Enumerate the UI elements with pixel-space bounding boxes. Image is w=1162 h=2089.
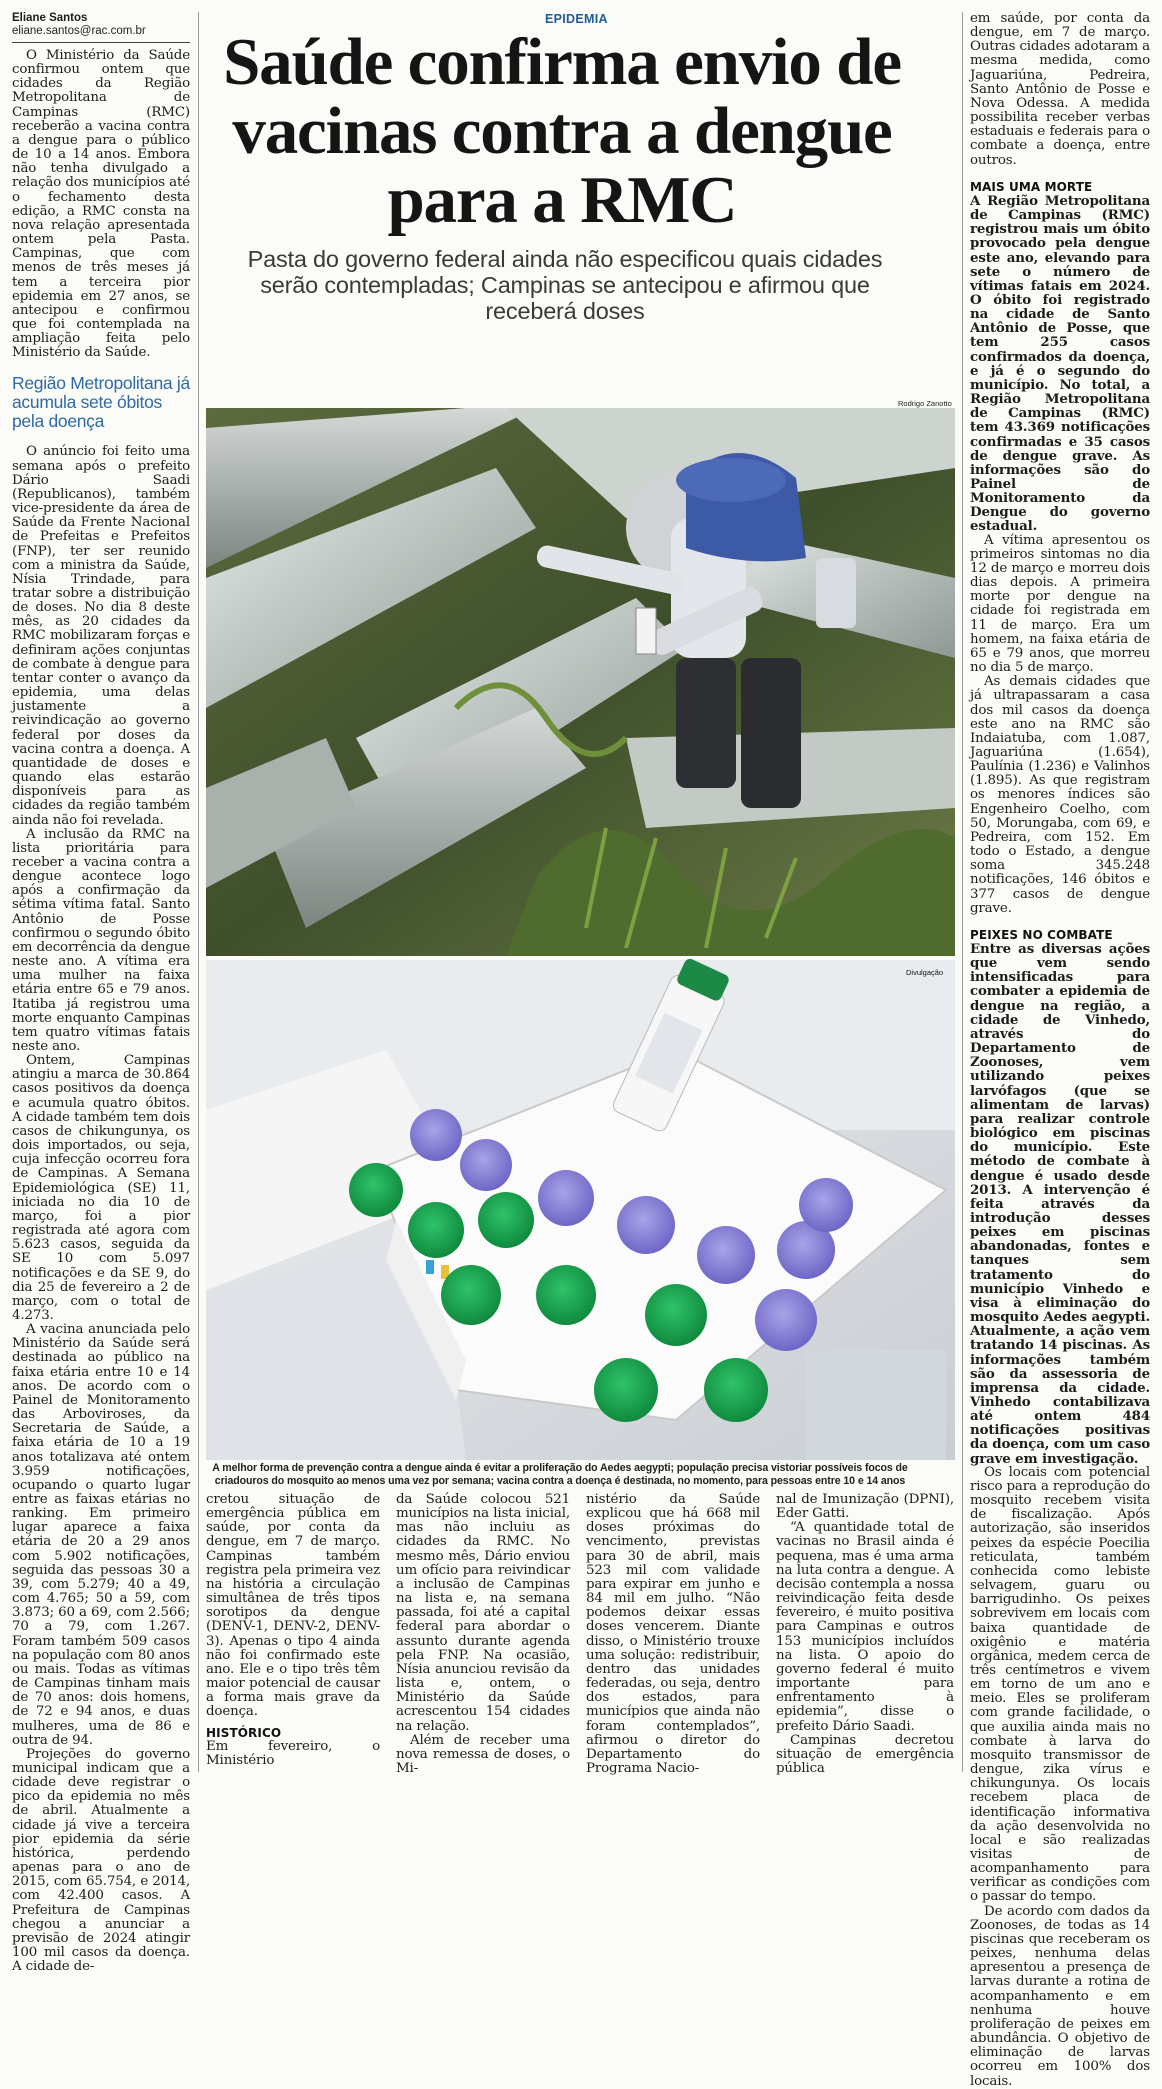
- left-column: [12, 12, 190, 1975]
- right-paragraph-3: As demais cidades que já ultrapassaram a casa dos mil casos da doença este ano na RMC são Indaiatuba, com 1.087, Jaguariúna (1.654), Paulínia (1.236) e Valinhos (1.895). As que registram os menores índices são Engenheiro Coelho, com 50, Morungaba, com 69, e Pedreira, com 152. Em todo o Estado, a dengue soma 345.248 notificações, 146 óbitos e 377 casos de dengue grave.: [970, 674, 1150, 916]
- section-tag: EPIDEMIA: [545, 12, 608, 26]
- left-paragraph-4: A vacina anunciada pelo Ministério da Saúde será destinada ao público na faixa etária entre 10 e 14 anos. De acordo com o Painel de Monitoramento das Arboviroses, da Secretaria de Saúde, a faixa etária de 10 a 19 anos totalizava até ontem 3.959 notificações, ocupando o quarto lugar entre as faixas etárias no ranking. Em primeiro lugar aparece a faixa etária de 20 a 29 anos com 5.902 notificações, seguida das pessoas 30 a 39, com 5.279; 40 a 49, com 4.765; 50 a 59, com 3.873; 60 a 69, com 2.566; 70 a 79, com 1.267. Foram também 509 casos na população com 80 anos ou mais. Todas as vítimas de Campinas tinham mais de 70 anos: dois homens, de 72 e 94 anos, e duas mulheres, uma de 86 e outra de 94.: [12, 1322, 190, 1748]
- photo-caption: A melhor forma de prevenção contra a dengue ainda é evitar a proliferação do Aedes aegypti; população precisa vistoriar possíveis focos de criadouros do mosquito ao menos uma vez por semana; vacina contra a doença é destinada, no momento, para pessoas entre 10 e 14 anos: [212, 1462, 908, 1487]
- bottom-col4-paragraph-1: nal de Imunização (DPNI), Eder Gatti.: [776, 1492, 954, 1522]
- photo-vaccine-vials-art: [206, 960, 955, 1460]
- left-paragraph-3: Ontem, Campinas atingiu a marca de 30.864 casos positivos da doença e acumula quatro óbitos. A cidade também tem dois casos de chikungunya, os dois importados, ou seja, cuja infecção ocorreu fora de Campinas. A Semana Epidemiológica (SE) 11, iniciada no dia 10 de março, foi a pior registrada até agora com 5.623 casos, seguida da SE 10 com 5.097 notificações e da SE 9, do dia 25 de fevereiro a 2 de março, com o total de 4.273.: [12, 1053, 190, 1323]
- bottom-col1-paragraph-2: Em fevereiro, o Ministério: [206, 1738, 380, 1768]
- author-email[interactable]: eliane.santos@rac.com.br: [12, 25, 146, 37]
- right-paragraph-6: De acordo com dados da Zoonoses, de todas as 14 piscinas que receberam os peixes, nenhuma delas apresentou a presença de larvas durante a rotina de acompanhamento e em nenhuma houve proliferação de peixes em abundância. O objetivo de eliminação de larvas ocorreu em 100% dos locais.: [970, 1903, 1150, 2089]
- left-paragraph-1: O anúncio foi feito uma semana após o prefeito Dário Saadi (Republicanos), também vice-presidente da área de Saúde da Frente Nacional de Prefeitas e Prefeitos (FNP), ter ser reunido com a ministra da Saúde, Nísia Trindade, para tratar sobre a distribuição de doses. No dia 8 deste mês, as 20 cidades da RMC mobilizaram forças e definiram ações conjuntas de combate à dengue para tentar conter o avanço da epidemia, uma delas justamente a reivindicação ao governo federal por doses da vacina contra a doença. A quantidade de doses e quando elas estarão disponíveis para as cidades da região também ainda não foi revelada.: [12, 444, 190, 828]
- right-paragraph-5: Os locais com potencial risco para a reprodução do mosquito recebem visita de fiscalização. Após autorização, são inseridos peixes da espécie Poecilia reticulata, também conhecida como lebiste selvagem, guaru ou barrigudinho. Os peixes sobrevivem em locais com baixa quantidade de oxigênio e matéria orgânica, medem cerca de três centímetros e vivem em torno de um ano e meio. Eles se proliferam com grande facilidade, o que auxilia ainda mais no combate à larva do mosquito transmissor de dengue, zika vírus e chikungunya. Os locais recebem placa de identificação informativa da ação desenvolvida no local e são realizadas visitas de acompanhamento para verificar as condições com o passar do tempo.: [970, 1464, 1150, 1905]
- mais-uma-morte-heading: MAIS UMA MORTE: [970, 179, 1093, 194]
- bottom-col2-paragraph-1: da Saúde colocou 521 municípios na lista inicial, mas não incluiu as cidades da RMC. No mesmo mês, Dário enviou um ofício para reivindicar a inclusão de Campinas na lista e, na semana passada, foi até a capital federal para abordar o assunto durante agenda pela FNP. Na ocasião, Nísia anunciou revisão da lista e, ontem, o Ministério da Saúde acrescentou 154 cidades na relação.: [396, 1492, 570, 1734]
- historico-heading: HISTÓRICO: [206, 1725, 282, 1740]
- bottom-column-3: [586, 1493, 760, 1783]
- bottom-col2-paragraph-2: Além de receber uma nova remessa de doses, o Mi-: [396, 1732, 570, 1776]
- headline: Saúde confirma envio de vacinas contra a dengue para a RMC: [223, 25, 901, 237]
- lead-paragraph: O Ministério da Saúde confirmou ontem que cidades da Região Metropolitana de Campinas (RMC) receberão a vacina contra a dengue para o público de 10 a 14 anos. Embora não tenha divulgado a relação dos municípios até o fechamento desta edição, a RMC consta na nova relação apresentada ontem pela Pasta. Campinas, que com menos de três meses já tem a terceira pior epidemia em 27 anos, se antecipou e confirmou que foi contemplada na ampliação feita pelo Ministério da Saúde.: [12, 48, 190, 361]
- photo1-credit: Rodrigo Zanotto: [898, 399, 952, 408]
- bottom-col3-paragraph-1: nistério da Saúde explicou que há 668 mil doses próximas do vencimento, previstas para 30 de abril, mais 523 mil com validade para expirar em junho e 84 mil em julho. “Não podemos deixar essas doses vencerem. Diante disso, o Ministério trouxe uma solução: redistribuir, dentro das unidades federadas, ou seja, dentro dos estados, para municípios que ainda não foram contemplados”, afirmou o diretor do Departamento do Programa Nacio-: [586, 1492, 760, 1776]
- sidebar-heading: Região Metropolitana já acumula sete óbitos pela doença: [12, 373, 190, 432]
- left-paragraph-5: Projeções do governo municipal indicam que a cidade deve registrar o pico da epidemia no mês de abril. Atualmente a cidade já vive a terceira pior epidemia da série histórica, perdendo apenas para o ano de 2015, com 65.754, e 2014, com 42.400 casos. A Prefeitura de Campinas chegou a anunciar a previsão de 2024 atingir 100 mil casos da doença. A cidade de-: [12, 1746, 190, 1975]
- bottom-col1-paragraph-1: cretou situação de emergência pública em saúde, por conta da dengue, em 7 de março. Campinas também registra pela primeira vez na história a circulação simultânea de três tipos sorotipos da dengue (DENV-1, DENV-2, DENV-3). Apenas o tipo 4 ainda não foi confirmado este ano. Ele e o tipo três têm maior potencial de causar a forma mais grave da doença.: [206, 1492, 380, 1720]
- photo-vaccine-vials: [206, 960, 955, 1460]
- peixes-no-combate-heading: PEIXES NO COMBATE: [970, 927, 1113, 942]
- author-name: Eliane Santos: [12, 12, 88, 24]
- photo-agent-inspection-art: [206, 408, 955, 956]
- bottom-column-4: [776, 1493, 954, 1783]
- right-column: [970, 11, 1151, 2089]
- photo-agent-inspection: [206, 408, 955, 956]
- photo2-credit: Divulgação: [906, 968, 944, 977]
- bottom-col4-paragraph-2: “A quantidade total de vacinas no Brasil ainda é pequena, mas é uma arma na luta contra a dengue. A decisão contempla a nossa reivindicação feita desde fevereiro, é muito positiva para Campinas e outros 153 municípios incluídos na lista. O apoio do governo federal é muito importante para enfrentamento à epidemia”, disse o prefeito Dário Saadi.: [776, 1520, 954, 1734]
- bottom-column-2: [396, 1493, 570, 1783]
- right-paragraph-1: A Região Metropolitana de Campinas (RMC) registrou mais um óbito provocado pela dengue este ano, elevando para sete o número de vítimas fatais em 2024. O óbito foi registrado na cidade de Santo Antônio de Posse, que tem 255 casos confirmados da doença, e já é o segundo do município. No total, a Região Metropolitana de Campinas (RMC) tem 43.369 notificações confirmadas e 35 casos de dengue grave. As informações são do Painel de Monitoramento da Dengue do governo estadual.: [970, 192, 1150, 535]
- bottom-col4-paragraph-3: Campinas decretou situação de emergência pública: [776, 1732, 954, 1776]
- right-paragraph-0: em saúde, por conta da dengue, em 7 de março. Outras cidades adotaram a mesma medida, como Jaguariúna, Pedreira, Santo Antônio de Posse e Nova Odessa. A medida possibilita receber verbas estaduais e federais para o combate a doença, entre outros.: [970, 11, 1151, 168]
- subheadline: Pasta do governo federal ainda não especificou quais cidades serão contempladas; Campinas se antecipou e afirmou que receberá doses: [247, 246, 883, 324]
- left-paragraph-2: A inclusão da RMC na lista prioritária para receber a vacina contra a dengue acontece logo após a confirmação da sétima vítima fatal. Santo Antônio de Posse confirmou o segundo óbito em decorrência da dengue neste ano. A vítima era uma mulher na faixa etária entre 65 e 79 anos. Itatiba já registrou uma morte enquanto Campinas tem quatro vítimas fatais neste ano.: [12, 826, 190, 1054]
- byline-divider: [12, 42, 190, 43]
- right-paragraph-2: A vítima apresentou os primeiros sintomas no dia 12 de março e morreu dois dias depois. A primeira morte por dengue na cidade foi registrada em 11 de março. Era um homem, na faixa etária de 65 e 79 anos, que morreu no dia 5 de março.: [970, 532, 1150, 676]
- bottom-column-1: [206, 1493, 380, 1783]
- column-rule-right: [962, 12, 963, 1772]
- right-paragraph-4: Entre as diversas ações que vem sendo intensificadas para combater a epidemia de dengue na região, a cidade de Vinhedo, através do Departamento de Zoonoses, vem utilizando peixes larvófagos (que se alimentam de larvas) para realizar controle biológico em piscinas do município. Este método de combate à dengue é usado desde 2013. A intervenção é feita através da introdução desses peixes em piscinas abandonadas, fontes e tanques sem tratamento do município Vinhedo e visa à eliminação do mosquito Aedes aegypti. Atualmente, a ação vem tratando 14 piscinas. As informações também são da assessoria de imprensa da cidade. Vinhedo contabilizava até ontem 484 notificações positivas da doença, com um caso grave em investigação.: [970, 941, 1150, 1467]
- column-rule-left: [198, 12, 199, 1772]
